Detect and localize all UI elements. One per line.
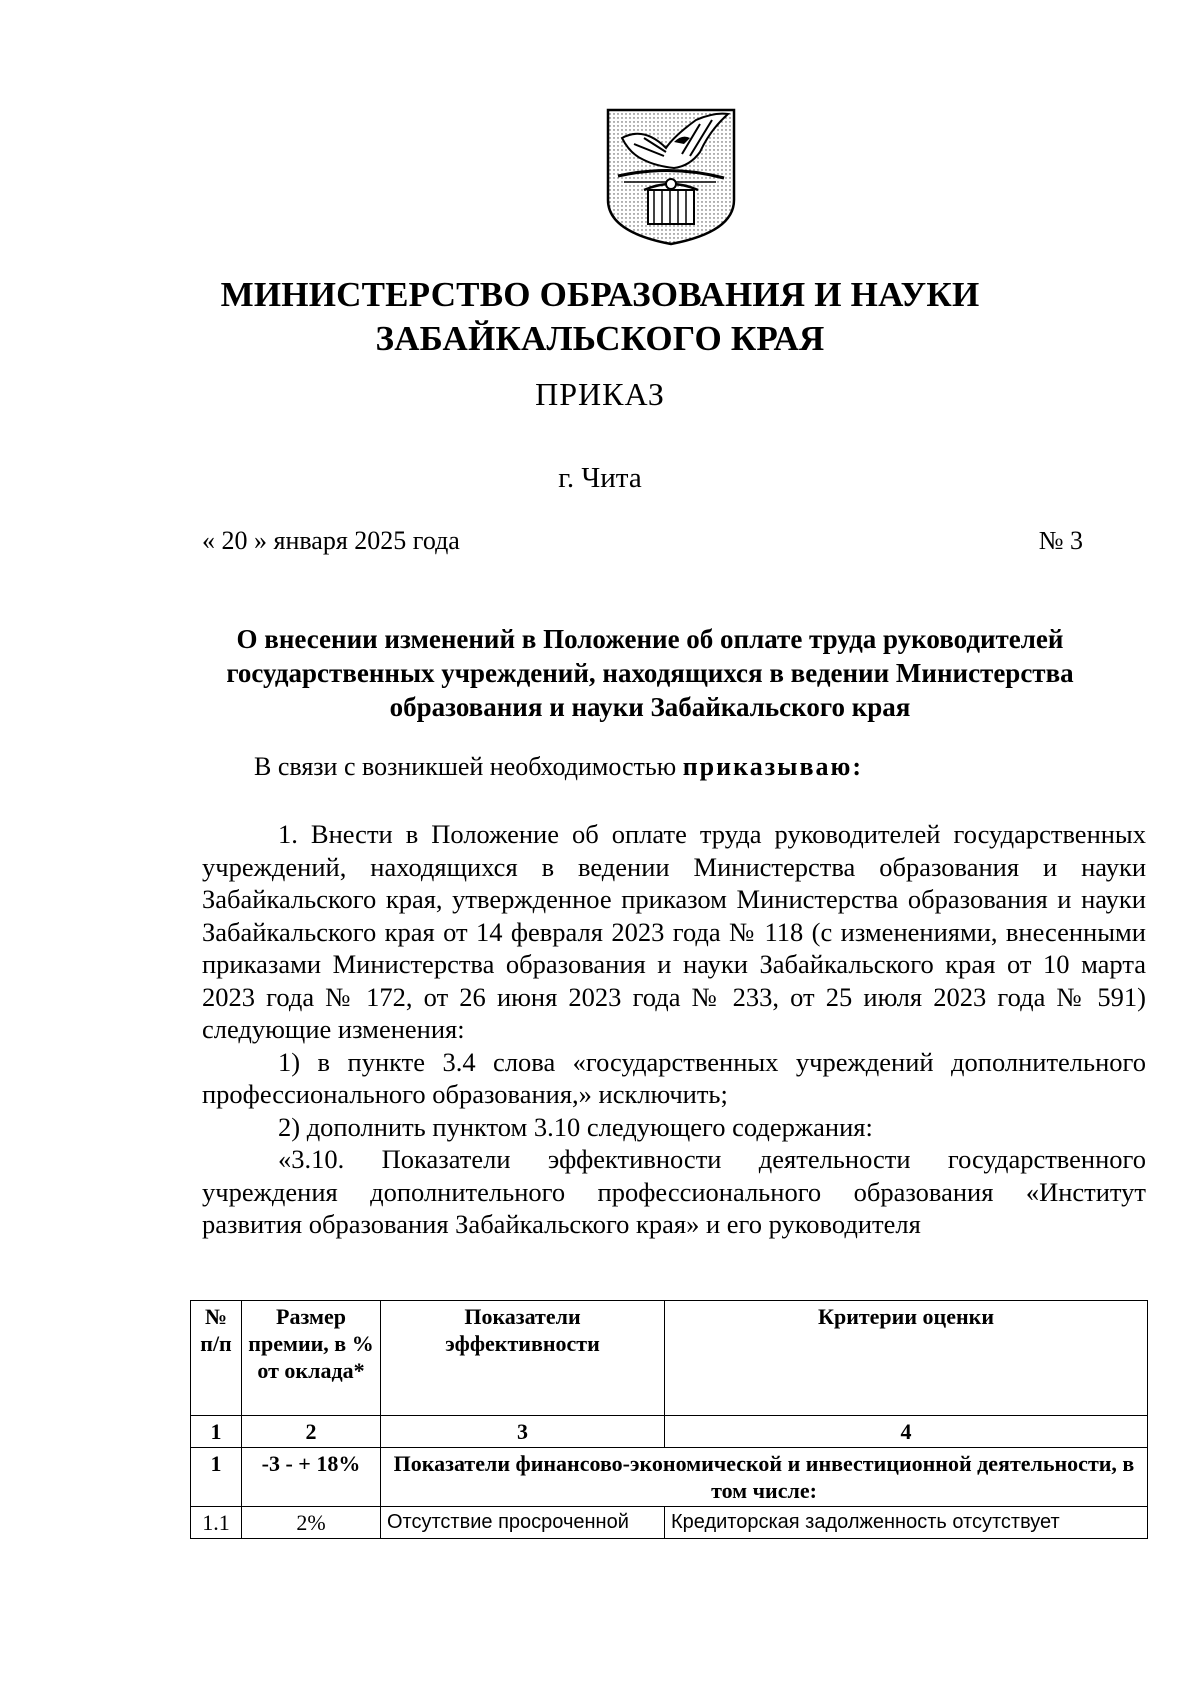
header-criteria: Критерии оценки <box>665 1301 1148 1416</box>
column-number: 2 <box>242 1416 381 1448</box>
order-body <box>202 818 1146 1241</box>
document-type: ПРИКАЗ <box>535 376 665 412</box>
row-criteria: Кредиторская задолженность отсутствует <box>665 1507 1148 1539</box>
table-row-1-1 <box>191 1507 1148 1539</box>
coat-of-arms-emblem <box>604 108 738 246</box>
paragraph-1-2: 2) дополнить пунктом 3.10 следующего содержания: <box>278 1111 873 1142</box>
table-header-row <box>191 1301 1148 1416</box>
row-num: 1.1 <box>191 1507 242 1539</box>
header-indicators: Показатели эффективности <box>381 1301 665 1416</box>
order-number: № 3 <box>1038 526 1083 555</box>
indicators-table <box>190 1300 1148 1539</box>
section-num: 1 <box>191 1448 242 1507</box>
row-indicator: Отсутствие просроченной <box>381 1507 665 1539</box>
ministry-title-line2: ЗАБАЙКАЛЬСКОГО КРАЯ <box>375 319 825 358</box>
intro-text: В связи с возникшей необходимостью <box>254 752 683 781</box>
order-date: « 20 » января 2025 года <box>202 526 460 555</box>
paragraph-3-10: «3.10. Показатели эффективности деятельности государственного учреждения дополнительного профессионального образования «Институт развития образования Забайкальского края» и его руководителя <box>202 1144 1146 1239</box>
order-subject: О внесении изменений в Положение об оплате труда руководителей государственных учреждений, находящихся в ведении Министерства образования и науки Забайкальского края <box>226 624 1074 722</box>
intro-emphasis: приказываю: <box>682 752 864 781</box>
section-bonus: -3 - + 18% <box>242 1448 381 1507</box>
column-number: 1 <box>191 1416 242 1448</box>
header-num: № п/п <box>191 1301 242 1416</box>
paragraph-1-1: 1) в пункте 3.4 слова «государственных учреждений дополнительного профессионального образования,» исключить; <box>202 1046 1146 1109</box>
section-title: Показатели финансово-экономической и инвестиционной деятельности, в том числе: <box>381 1448 1148 1507</box>
intro-paragraph <box>254 752 863 782</box>
header-bonus: Размер премии, в % от оклада* <box>242 1301 381 1416</box>
table-row-section-1 <box>191 1448 1148 1507</box>
row-bonus: 2% <box>242 1507 381 1539</box>
ministry-title-line1: МИНИСТЕРСТВО ОБРАЗОВАНИЯ И НАУКИ <box>220 275 980 314</box>
column-number: 4 <box>665 1416 1148 1448</box>
paragraph-1: 1. Внести в Положение об оплате труда руководителей государственных учреждений, находящихся в ведении Министерства образования и науки Забайкальского края, утвержденное приказом Министерства образования и науки Забайкальского края от 14 февраля 2023 года № 118 (с изменениями, внесенными приказами Министерства образования и науки Забайкальского края от 10 марта 2023 года № 172, от 26 июня 2023 года № 233, от 25 июля 2023 года № 591) следующие изменения: <box>202 819 1146 1044</box>
city: г. Чита <box>558 462 642 494</box>
column-number-row <box>191 1416 1148 1448</box>
column-number: 3 <box>381 1416 665 1448</box>
